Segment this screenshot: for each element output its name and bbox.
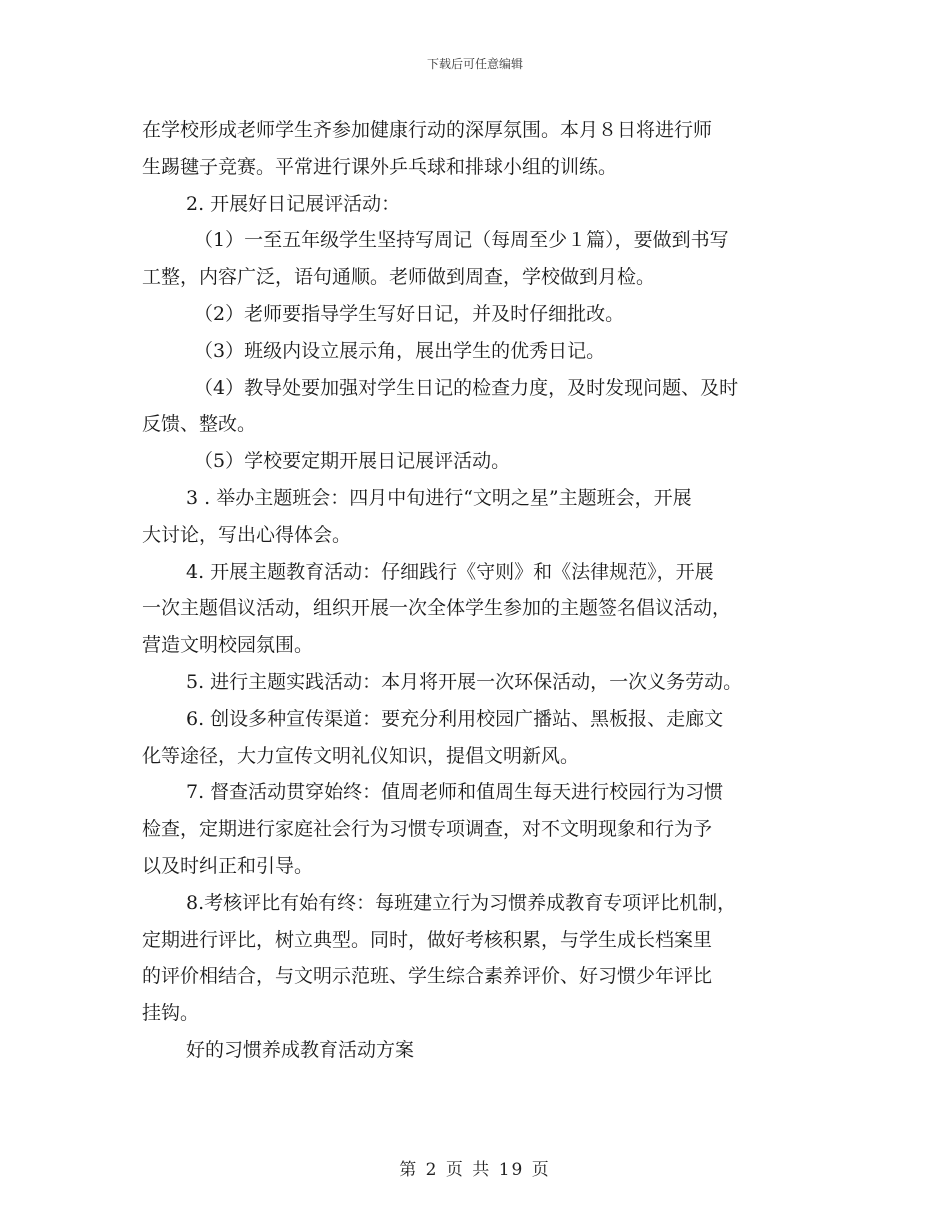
list-item: （3）班级内设立展示角，展出学生的优秀日记。 [194,339,606,362]
text-line: 定期进行评比，树立典型。同时，做好考核积累，与学生成长档案里 [142,928,713,951]
text-line: 在学校形成老师学生齐参加健康行动的深厚氛围。本月８日将进行师 [142,119,713,141]
text-line: 生踢毽子竞赛。平常进行课外乒乓球和排球小组的训练。 [142,155,618,178]
list-item: （4）教导处要加强对学生日记的检查力度，及时发现问题、及时 [194,376,739,399]
text-line: 大讨论，写出心得体会。 [142,523,352,546]
section-heading: 2. 开展好日记展评活动： [186,192,401,215]
text-line: 挂钩。 [142,1002,200,1025]
section-heading: 8.考核评比有始有终：每班建立行为习惯养成教育专项评比机制， [186,891,737,914]
list-item: （1）一至五年级学生坚持写周记（每周至少１篇），要做到书写 [194,229,729,252]
section-heading: 6. 创设多种宣传渠道：要充分利用校园广播站、黑板报、走廊文 [186,707,724,730]
text-line: 的评价相结合，与文明示范班、学生综合素养评价、好习惯少年评比 [142,965,713,988]
section-heading: 5. 进行主题实践活动：本月将开展一次环保活动，一次义务劳动。 [186,670,743,693]
text-line: 检查，定期进行家庭社会行为习惯专项调查，对不文明现象和行为予 [142,818,713,841]
text-line: 工整，内容广泛，语句通顺。老师做到周查，学校做到月检。 [142,266,656,289]
document-title: 好的习惯养成教育活动方案 [186,1038,415,1061]
text-line: 化等途径，大力宣传文明礼仪知识，提倡文明新风。 [142,744,580,767]
page-footer: 第 2 页 共 19 页 [399,1160,551,1180]
text-line: 一次主题倡议活动，组织开展一次全体学生参加的主题签名倡议活动， [142,597,732,620]
section-heading: 4. 开展主题教育活动：仔细践行《守则》和《法律规范》，开展 [186,560,714,583]
section-heading: 7. 督查活动贯穿始终：值周老师和值周生每天进行校园行为习惯 [186,781,724,804]
list-item: （2）老师要指导学生写好日记，并及时仔细批改。 [194,302,625,325]
text-line: 以及时纠正和引导。 [142,854,314,877]
document-body [142,112,822,1069]
text-line: 营造文明校园氛围。 [142,634,314,657]
section-heading: 3 . 举办主题班会：四月中旬进行“文明之星”主题班会，开展 [186,486,692,509]
list-item: （5）学校要定期开展日记展评活动。 [194,450,511,473]
text-line: 反馈、整改。 [142,413,257,436]
page-header: 下载后可任意编辑 [426,57,523,71]
